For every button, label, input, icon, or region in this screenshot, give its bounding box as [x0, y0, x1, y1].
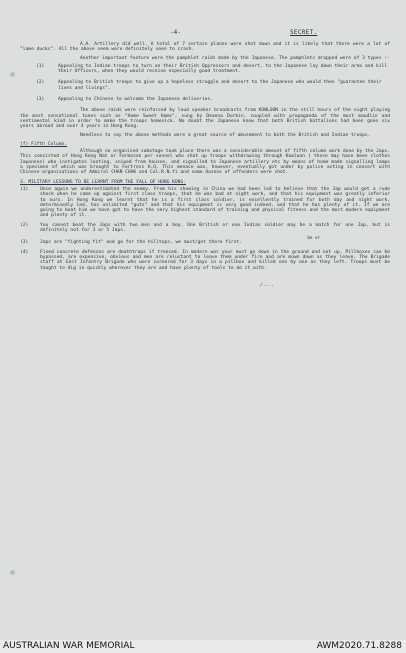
item-number: (4) — [20, 249, 29, 255]
lesson-item — [20, 250, 390, 271]
page-header — [20, 30, 390, 42]
item-text: Appealing to British troops to give up a hopeless struggle and desert to the Japanese who would then "guarantee their lives and livings". — [58, 80, 382, 91]
section-heading-military-lessons — [20, 180, 390, 185]
handwritten-annotation: be or — [307, 235, 320, 241]
item-text: You cannot beat the Japs with two men and a boy. One British or one Indian soldier may be a match for one Jap, but is definitely not for 3 or 5 Japs. — [40, 222, 390, 234]
item-text: Once again we underestimated the enemy. From his showing in China we had been led to believe that the Jap would get a rude shock when he came up against first class troops, that he was bad at night work, and that his equipment was greatly inferior to ours. In Hong Kong we learnt that he is a first class soldier, is excellently trained for both day and night work, determinedly led, has unlimited "guts" and that his equipment is very good indeed, and that he has plenty of it. If we are going to beat him we have got to have the very highest standard of training and physical fitness and the most modern equipment and plenty of it. — [40, 186, 390, 219]
lesson-item — [20, 240, 390, 245]
pamphlet-type-item — [36, 80, 390, 91]
document-page — [20, 30, 390, 288]
paragraph-artillery: A.A. Artillery did well. A total of 7 certain planes were shot down and it is likely that there were a lot of "lame ducks". All the above seem were definitely seen to crash. — [20, 42, 390, 53]
page-number: -4- — [170, 29, 181, 36]
archive-reference: AWM2020.71.8288 — [316, 641, 402, 651]
item-number: (3) — [20, 240, 29, 246]
paragraph-pamphlet-raids: Another important feature were the pamphlet raids made by the Japanese. The pamphlets dropped were of 3 types :- — [80, 55, 390, 61]
section-title: MILITARY LESSONS TO BE LEARNT FROM THE FALL OF HONG KONG. — [28, 179, 186, 185]
item-number: (1) — [36, 63, 45, 69]
section-label: (f) — [20, 141, 29, 147]
section-title: Fifth Column. — [31, 141, 68, 147]
paragraph-loudspeaker: The above raids were reinforced by loud speaker broadcasts from KOWLOON in the still hours of the night playing the most sensational tunes such as "Home Sweet Home", sung by Deanna Durbin, coupled with propaganda of the most maudlin and sentimental kind in order to make the troops homesick. No doubt the Japanese knew that both British battalions had been gone six years abroad and over 4 years in Hong Kong. — [20, 108, 390, 130]
archive-footer — [0, 640, 406, 653]
punch-hole — [10, 72, 15, 77]
section-heading-fifth-column — [20, 142, 390, 147]
item-number: (2) — [20, 222, 29, 228]
item-text: Appealing to Chinese to welcome the Japanese deliveries. — [58, 97, 213, 103]
item-text: Fixed concrete defences are deathtraps if trenced. In modern war your must go down in the ground and not up. Pillboxes can be bypassed, are expensive, obvious and men are reluctant to leave them under fire and are mown down as they leave. The Brigade staff at East Infantry Brigade who were cornered for 3 days in a pillbox and killed one by one as they left. Troops must be taught to dig in quickly wherever they are and have plenty of tools to do it with. — [40, 249, 390, 271]
item-number: (2) — [36, 80, 45, 86]
punch-hole — [10, 570, 15, 575]
pamphlet-type-item — [36, 97, 390, 102]
classification-label: SECRET. — [290, 29, 318, 36]
lesson-item — [20, 187, 390, 219]
continuation-mark: /.... — [260, 282, 274, 288]
paragraph-fifth-column: Although no organised sabotage took place there was a considerable amount of fifth column work done by the Japs. This consisted of Hong Kong Nat or Formosan per sonnel who shot up troops withdrawing through Kowloon ( these may have been clothes Japanese) who instigates looting, sniped from houses, and signalled to Japanese artillery etc by means of home made signalling lamps a specimen of which was brought to Fortress H.Q. This menace was, however, eventually got under by police acting in concert with Chinese organisations of Admiral CHAN CHAK and Col.R.N.Yi and some dozens of offenders were shot. — [20, 149, 390, 176]
item-number: (1) — [20, 186, 29, 192]
item-number: (3) — [36, 97, 45, 103]
archive-name: AUSTRALIAN WAR MEMORIAL — [3, 641, 135, 651]
section-label: 3. — [20, 179, 26, 185]
lesson-item — [20, 223, 390, 234]
item-text: Appealing to Indian troops to turn on their British Oppressors and desert, to the Japanese lay down their arms and kill their Officers, when they would receive especially good treatment. — [58, 63, 388, 75]
item-text: Japs are "fighting fit" and go for the hilltops, we must/get there first. — [40, 240, 242, 246]
pamphlet-type-item — [36, 64, 390, 75]
paragraph-amusement: Needless to say the above methods were a great source of amusement to both the British and Indian troops. — [80, 132, 371, 138]
